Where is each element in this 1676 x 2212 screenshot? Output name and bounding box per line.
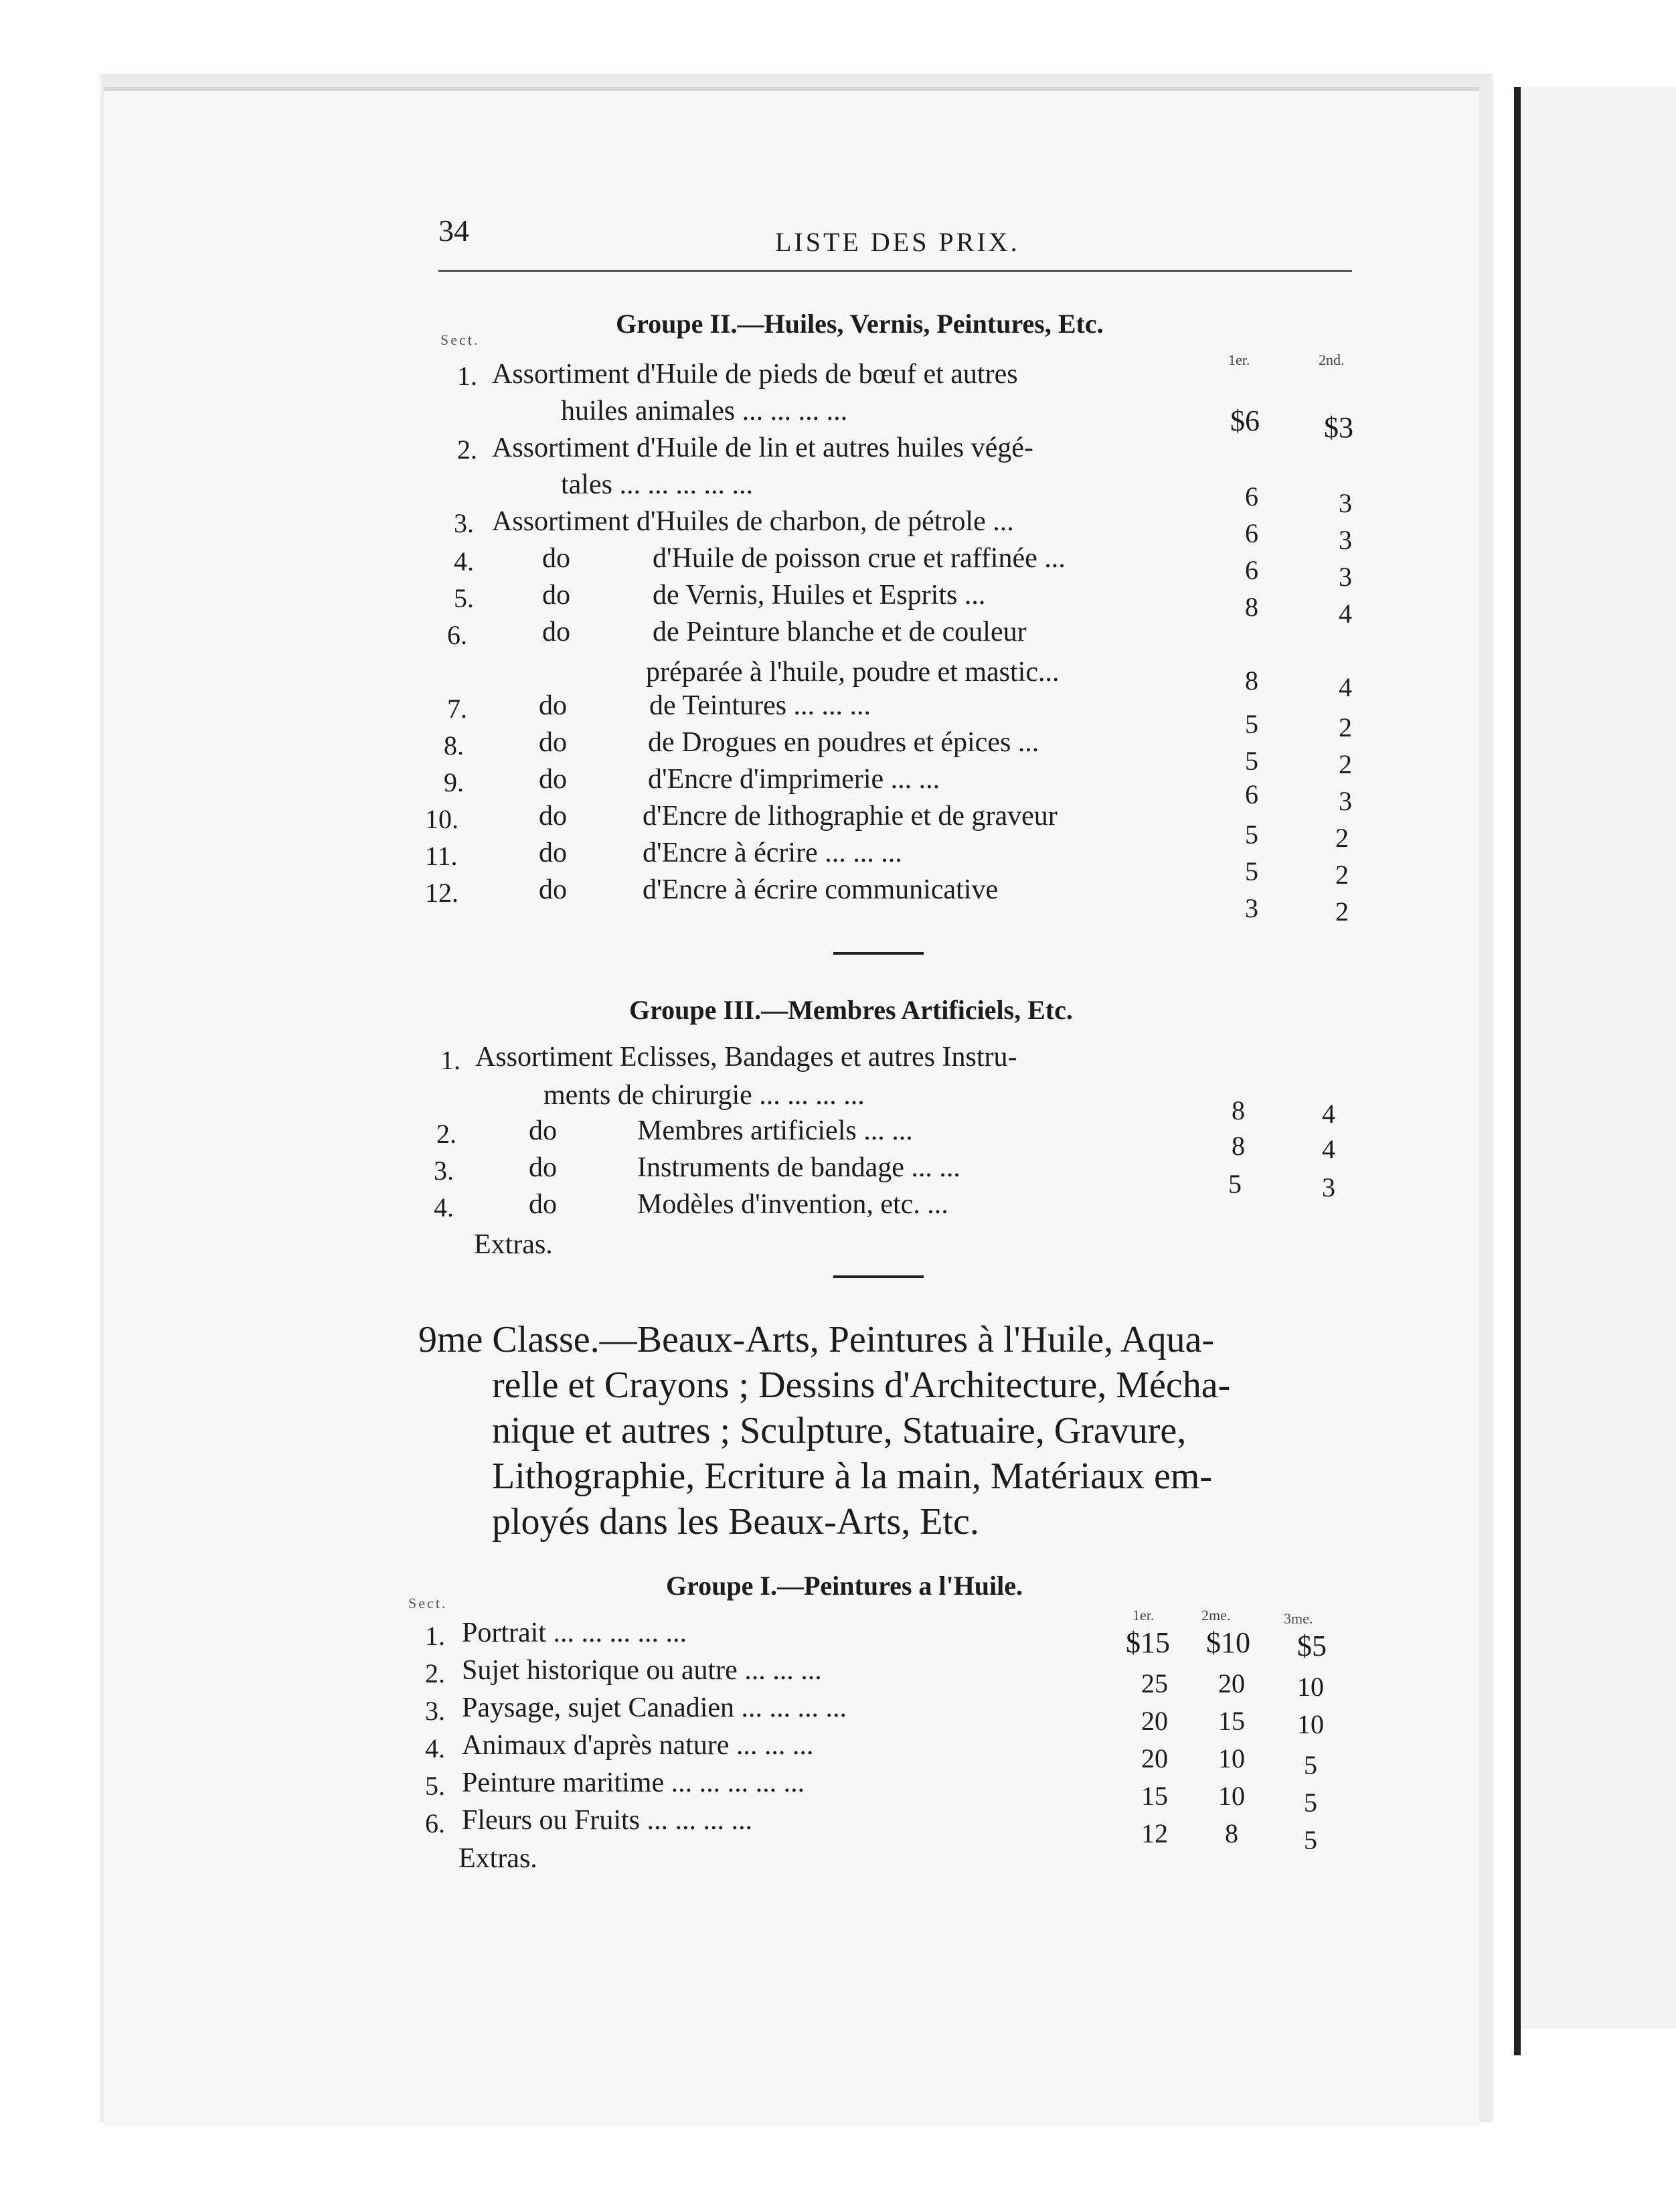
g2-row2-num: 2. bbox=[457, 434, 477, 465]
g1-row6-p2: 8 bbox=[1225, 1818, 1238, 1848]
g2-row2-line2: tales ... ... ... ... ... bbox=[561, 469, 753, 500]
classe9-line2: relle et Crayons ; Dessins d'Architecture, Mécha- bbox=[492, 1364, 1231, 1406]
group1-col3-header: 3me. bbox=[1284, 1610, 1313, 1627]
g3-row3-p2: 3 bbox=[1322, 1172, 1335, 1202]
g2-row6-do: do bbox=[542, 617, 570, 647]
g1-row4-p2: 10 bbox=[1218, 1743, 1245, 1773]
g1-row2-p2: 20 bbox=[1218, 1668, 1245, 1698]
group1-col1-header: 1er. bbox=[1133, 1607, 1155, 1624]
g2-row11-p2: 2 bbox=[1335, 860, 1349, 890]
g2-row4-do: do bbox=[542, 543, 570, 574]
g3-row3-do: do bbox=[529, 1152, 557, 1183]
header-rule bbox=[438, 270, 1352, 272]
page-number: 34 bbox=[438, 214, 469, 248]
g3-row4-do: do bbox=[529, 1189, 557, 1220]
g1-row1-num: 1. bbox=[425, 1621, 445, 1651]
g2-row11-do: do bbox=[539, 838, 567, 868]
g1-row1-p2: $10 bbox=[1206, 1626, 1250, 1659]
running-title: LISTE DES PRIX. bbox=[775, 227, 1020, 257]
g2-row12-line1: d'Encre à écrire communicative bbox=[643, 874, 999, 905]
separator-rule-2 bbox=[833, 1275, 924, 1278]
g2-row5-do: do bbox=[542, 580, 570, 611]
g3-row2-num: 2. bbox=[436, 1119, 456, 1149]
g1-row5-label: Peinture maritime ... ... ... ... ... bbox=[462, 1767, 805, 1798]
g2-row12-p1: 3 bbox=[1245, 893, 1258, 923]
g2-row5-num: 5. bbox=[454, 583, 474, 613]
classe9-line4: Lithographie, Ecriture à la main, Matériaux em- bbox=[492, 1455, 1213, 1497]
g2-row6-p1: 8 bbox=[1245, 665, 1258, 696]
g2-row10-do: do bbox=[539, 801, 567, 832]
g1-row4-num: 4. bbox=[425, 1733, 445, 1763]
g2-row5-p1: 8 bbox=[1245, 592, 1258, 622]
group2-col2-header: 2nd. bbox=[1319, 351, 1345, 368]
g2-row3-p2: 3 bbox=[1339, 525, 1352, 555]
g1-row5-p1: 15 bbox=[1141, 1781, 1168, 1811]
g1-row4-p1: 20 bbox=[1141, 1743, 1168, 1773]
g2-row6-line2: préparée à l'huile, poudre et mastic... bbox=[646, 657, 1060, 688]
g2-row11-line1: d'Encre à écrire ... ... ... bbox=[643, 838, 902, 868]
g1-row2-num: 2. bbox=[425, 1658, 445, 1688]
g1-row1-label: Portrait ... ... ... ... ... bbox=[462, 1617, 687, 1648]
g2-row4-num: 4. bbox=[454, 546, 474, 576]
classe9-line5: ployés dans les Beaux-Arts, Etc. bbox=[492, 1501, 979, 1543]
g1-row3-p1: 20 bbox=[1141, 1706, 1168, 1736]
group2-title: Groupe II.—Huiles, Vernis, Peintures, Etc. bbox=[616, 309, 1104, 339]
g2-row3-p1: 6 bbox=[1245, 518, 1258, 548]
g1-row2-p1: 25 bbox=[1141, 1668, 1168, 1698]
g3-row4-line1: Modèles d'invention, etc. ... bbox=[637, 1189, 948, 1220]
g2-row9-num: 9. bbox=[444, 767, 464, 797]
group1-col2-header: 2me. bbox=[1201, 1607, 1231, 1624]
g3-row1-line1: Assortiment Eclisses, Bandages et autres Instru- bbox=[475, 1042, 1017, 1073]
g1-row4-p3: 5 bbox=[1304, 1750, 1317, 1780]
g2-row4-p1: 6 bbox=[1245, 555, 1258, 585]
g2-row2-p2: 3 bbox=[1339, 488, 1352, 518]
g2-row9-p2: 3 bbox=[1339, 786, 1352, 816]
g2-row8-num: 8. bbox=[444, 730, 464, 761]
g2-row8-line1: de Drogues en poudres et épices ... bbox=[648, 727, 1039, 758]
g2-row10-num: 10. bbox=[425, 804, 458, 834]
g2-row7-do: do bbox=[539, 690, 567, 721]
g2-row8-do: do bbox=[539, 727, 567, 758]
g2-row6-p2: 4 bbox=[1339, 672, 1352, 702]
g2-row1-line1: Assortiment d'Huile de pieds de bœuf et autres bbox=[492, 359, 1018, 390]
g1-row1-p3: $5 bbox=[1297, 1630, 1327, 1662]
g2-row10-p2: 2 bbox=[1335, 823, 1349, 853]
g2-row7-p2: 2 bbox=[1339, 712, 1352, 742]
g2-row1-num: 1. bbox=[457, 361, 477, 391]
g1-row3-label: Paysage, sujet Canadien ... ... ... ... bbox=[462, 1692, 847, 1723]
g1-row3-num: 3. bbox=[425, 1696, 445, 1726]
g2-row12-num: 12. bbox=[425, 878, 458, 908]
separator-rule-1 bbox=[833, 952, 924, 955]
classe9-line3: nique et autres ; Sculpture, Statuaire, Gravure, bbox=[492, 1410, 1187, 1451]
g1-row5-p3: 5 bbox=[1304, 1788, 1317, 1818]
g2-row7-line1: de Teintures ... ... ... bbox=[649, 690, 871, 721]
g3-row1-num: 1. bbox=[440, 1045, 460, 1075]
g2-row8-p1: 5 bbox=[1245, 746, 1258, 776]
g3-row2-p2: 4 bbox=[1322, 1134, 1335, 1164]
next-page-edge bbox=[1514, 87, 1521, 2055]
g1-row5-num: 5. bbox=[425, 1771, 445, 1801]
group2-sect-label: Sect. bbox=[440, 331, 480, 348]
g2-row10-line1: d'Encre de lithographie et de graveur bbox=[643, 801, 1058, 832]
group1-sect-label: Sect. bbox=[408, 1595, 448, 1611]
g1-row6-p1: 12 bbox=[1141, 1818, 1168, 1848]
g2-row7-num: 7. bbox=[447, 694, 467, 724]
g2-row9-p1: 6 bbox=[1245, 779, 1258, 809]
g3-row1-p2: 4 bbox=[1322, 1099, 1335, 1129]
g3-row1-line2: ments de chirurgie ... ... ... ... bbox=[543, 1080, 865, 1111]
g3-row1-p1: 8 bbox=[1232, 1095, 1245, 1125]
g2-row4-line1: d'Huile de poisson crue et raffinée ... bbox=[653, 543, 1066, 574]
g2-row7-p1: 5 bbox=[1245, 709, 1258, 739]
classe9-line1: 9me Classe.—Beaux-Arts, Peintures à l'Huile, Aqua- bbox=[418, 1319, 1214, 1360]
next-page bbox=[1521, 87, 1676, 2029]
g2-row2-p1: 6 bbox=[1245, 481, 1258, 511]
g1-row2-p3: 10 bbox=[1297, 1672, 1324, 1702]
g2-row3-num: 3. bbox=[454, 508, 474, 538]
g1-extras: Extras. bbox=[458, 1843, 537, 1874]
g1-row3-p2: 15 bbox=[1218, 1706, 1245, 1736]
group1-title: Groupe I.—Peintures a l'Huile. bbox=[666, 1571, 1023, 1601]
g2-row12-p2: 2 bbox=[1335, 896, 1349, 927]
g1-row6-p3: 5 bbox=[1304, 1825, 1317, 1855]
g2-row8-p2: 2 bbox=[1339, 749, 1352, 779]
g1-row6-num: 6. bbox=[425, 1808, 445, 1838]
g2-row11-num: 11. bbox=[425, 841, 458, 871]
g1-row4-label: Animaux d'après nature ... ... ... bbox=[462, 1730, 814, 1761]
g3-row4-num: 4. bbox=[434, 1192, 454, 1222]
g1-row2-label: Sujet historique ou autre ... ... ... bbox=[462, 1655, 822, 1686]
g2-row2-line1: Assortiment d'Huile de lin et autres huiles végé- bbox=[492, 432, 1033, 463]
g2-row9-do: do bbox=[539, 764, 567, 795]
g2-row5-p2: 4 bbox=[1339, 599, 1352, 629]
g3-row3-p1: 5 bbox=[1228, 1169, 1242, 1199]
g3-row2-line1: Membres artificiels ... ... bbox=[637, 1115, 913, 1146]
g2-row1-p1: $6 bbox=[1230, 404, 1260, 437]
g3-row2-do: do bbox=[529, 1115, 557, 1146]
g2-row5-line1: de Vernis, Huiles et Esprits ... bbox=[653, 580, 986, 611]
g2-row6-num: 6. bbox=[447, 620, 467, 650]
g1-row3-p3: 10 bbox=[1297, 1709, 1324, 1739]
g2-row9-line1: d'Encre d'imprimerie ... ... bbox=[648, 764, 940, 795]
g2-row4-p2: 3 bbox=[1339, 562, 1352, 592]
g1-row5-p2: 10 bbox=[1218, 1781, 1245, 1811]
g1-row6-label: Fleurs ou Fruits ... ... ... ... bbox=[462, 1805, 753, 1836]
g2-row10-p1: 5 bbox=[1245, 819, 1258, 850]
group2-col1-header: 1er. bbox=[1228, 351, 1250, 368]
g3-row3-num: 3. bbox=[434, 1156, 454, 1186]
g3-row2-p1: 8 bbox=[1232, 1131, 1245, 1161]
g3-row3-line1: Instruments de bandage ... ... bbox=[637, 1152, 960, 1183]
group3-title: Groupe III.—Membres Artificiels, Etc. bbox=[629, 995, 1073, 1025]
g2-row11-p1: 5 bbox=[1245, 856, 1258, 886]
g2-row1-p2: $3 bbox=[1324, 411, 1353, 444]
g2-row12-do: do bbox=[539, 874, 567, 905]
g2-row6-line1: de Peinture blanche et de couleur bbox=[653, 617, 1027, 647]
g1-row1-p1: $15 bbox=[1126, 1626, 1170, 1659]
g2-row1-line2: huiles animales ... ... ... ... bbox=[561, 396, 848, 426]
g2-row3-line1: Assortiment d'Huiles de charbon, de pétrole ... bbox=[492, 506, 1014, 537]
g3-extras: Extras. bbox=[474, 1229, 553, 1260]
